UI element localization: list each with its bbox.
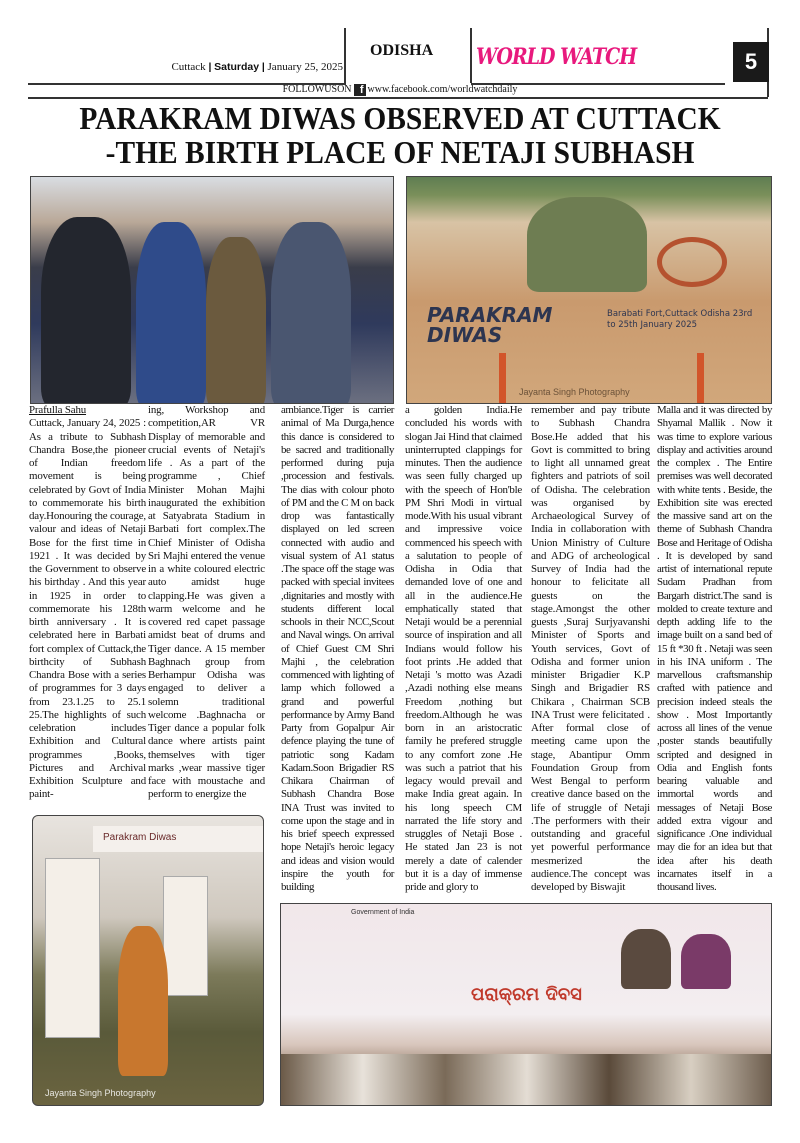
sand-art-title: PARAKRAM DIWAS: [427, 303, 553, 347]
tiger-dancer: [118, 926, 168, 1076]
byline: Prafulla Sahu: [29, 404, 87, 416]
headline-line-1: PARAKRAM DIWAS OBSERVED AT CUTTACK: [79, 100, 721, 136]
dateline-day: Saturday: [214, 61, 260, 73]
sand-portrait: [527, 197, 647, 292]
screen-title: ପରାକ୍ରମ ଦିବସ: [471, 984, 582, 1005]
facebook-link[interactable]: www.facebook.com/worldwatchdaily: [367, 84, 518, 95]
photo-credit: Jayanta Singh Photography: [519, 387, 630, 397]
article-column-2: ing, Workshop and competition,AR VR Display of memorable and crucial events of Netaji's life . As a part of the programme , Chief Minister Mohan Majhi inaugurated the exhibition at Satyabrata Stadium in Barbati fort complex.The Chief Minister of Odisha Sri Majhi entered the venue in a white coloured electric auto amidst huge clapping.He was given a warm welcome and he covered red capet passage amidst beat of drums and Tiger dance. A 15 member Baghnach group from Berhampur Odisha was engaged to deliver a solemn traditional welcome .Baghnacha or Tiger dance a popular folk dance where artists paint themselves with tiger marks ,wear massive tiger face with moustache and perform to energize the: [148, 404, 265, 801]
article-column-6: Malla and it was directed by Shyamal Mallik . Now it was time to explore various display and activities around the complex . The Entire premises was well decorated with white tents . Beside, the Exhibition site was erected the massive sand art on the theme of Subhash Chandra Bose and Heritage of Odisha . It is developed by sand artist of international repute Sudam Pradhan from Bargarh district.The sand is molded to create texture and depth adding life to the image built on a sand bed of 15 ft *30 ft . Netaji was seen in his INA uniform . The marvellous craftsmanship crafted with patience and precision indeed steals the show . Most Importantly across all lines of the venue ,poster stands beautifully scripted and designed in Odia and English fonts bearing valuable and immortal words and messages of Netaji Bose added extra vigour and significance .One individual may die for an idea but that idea after his death incarnates itself in a thousand lives.: [657, 404, 773, 893]
headline-line-2: -THE BIRTH PLACE OF NETAJI SUBHASH: [105, 134, 695, 170]
section-name: ODISHA: [370, 42, 434, 59]
barrier-post: [499, 353, 506, 404]
dateline-date: January 25, 2025: [267, 61, 343, 73]
barrier-post: [697, 353, 704, 404]
photo-stage: [280, 903, 772, 1106]
headline: [0, 101, 800, 169]
person-figure: [41, 217, 131, 404]
screen-portrait: [681, 934, 731, 989]
photo-credit: Jayanta Singh Photography: [45, 1088, 156, 1098]
article-column-4: a golden India.He concluded his words with slogan Jai Hind that claimed uninterrupted clappings for minutes. Then the audience was seen fully charged up with the speech of Hon'ble PM Shri Modi in virtual mode.With his usual vibrant and impressive voice commenced his speech with a salutation to people of Odisha in Odia that demanded love of one and all in the audience.He emphatically stated that Netaji would be a perennial source of inspiration and all Indians would follow his foot prints .He added that Netaji 's motto was Azadi ,Azadi nothing else means Freedom ,nothing but freedom.Although he was born in an aristocratic family he prefered struggle to any comfort zone .He was such a patriot that his legacy would prevail and make India great again. In his long speech CM narrated the life story and struggles of Netaji Bose . He stated Jan 23 is not merely a date of calender but it is a day of immense pride and glory to: [405, 404, 523, 893]
poster-stand: [163, 876, 208, 996]
poster-stand: [45, 858, 100, 1038]
masthead-divider: [470, 28, 472, 83]
dateline: Cuttack | Saturday | January 25, 2025: [171, 61, 343, 73]
article-column-text: Cuttack, January 24, 2025 : As a tribute to Subhash Chandra Bose,the pioneer of Indian freedom movement is being celebrated by Govt of India to commemorate his birth day.Honouring the courage, valour and ideas of Netaji Bose for the first time in 1921 . It was decided by the Government to observe his birthday . And this year in 1925 in order to commemorate his 128th birth anniversary . It is celebrated here in Barbati fort complex of Cuttack,the birthcity of Subhash Chandra Bose with a series of programmes for 3 days from 23.1.25 to 25.1 25.The highlights of such celebration includes Exhibition and Cultural programmes ,Books, Pictures and Archival Exhibition Sculpture and paint-: [29, 417, 146, 801]
article-column-5: remember and pay tribute to Subhash Chandra Bose.He added that his Govt is committed to bring to light all unnamed great fighters and patriots of soil of Odisha. The celebration was organised by Archaeological Survey of India in collaboration with Union Ministry of Culture and ADG of archeological Survey of India had the honour to felicitate all guests on the stage.Amongst the other guests ,Suraj Surjyavanshi Minister of Sports and Youth services, Govt of Odisha and former union minister Brigadier K.P Singh and Brigadier RS Chikara , Chairman SCB INA Trust were felicitated . After formal close of meeting came upon the stage, Abantipur Omm Foundation Group from West Bengal to perform creative dance based on the life of struggle of Netaji .The performers with their outstanding and graceful yet powerful performance mesmerized the audience.The concept was developed by Biswajit: [531, 404, 650, 893]
dateline-city: Cuttack: [171, 61, 206, 73]
newspaper-logo: WORLD WATCH: [476, 43, 637, 71]
article-column-1: [29, 404, 146, 802]
masthead-divider: [344, 28, 346, 85]
photo-felicitation: [30, 176, 394, 404]
exhibition-banner: Parakram Diwas: [93, 826, 263, 852]
article-column-3: ambiance.Tiger is carrier animal of Ma Durga,hence this dance is considered to be sacred and traditionally performed during puja ,procession and festivals. The dias with colour photo of PM and the C M on back drop was fantastically displayed on led screen connected with audio and visual system of A1 status .The space off the stage was packed with special invitees ,dignitaries and mostly with students different local schools in their NCC,Scout and Naval wings. On arrival of Chief Guest CM Shri Majhi , the celebration commenced with lighting of lamp which followed a grand and powerful performance by Army Band Party from Gopalpur Air defence playing the tune of patriotic song Kadam Kadam.Soon Brigadier RS Chikara Chairman of Subhash Chandra Bose INA Trust was invited to come upon the stage and in his brief speech expressed hope Netaji's heroic legacy and ideas and vision would inspire the youth for building: [281, 404, 394, 893]
person-figure: [271, 222, 351, 404]
screen-label: Government of India: [351, 909, 415, 916]
masthead-rule: [28, 97, 768, 99]
facebook-icon: f: [354, 84, 366, 96]
person-figure: [136, 222, 206, 404]
photo-tiger-dance: [32, 815, 264, 1106]
sand-art-subtitle: Barabati Fort,Cuttack Odisha 23rd to 25th January 2025: [607, 309, 753, 330]
follow-label: FOLLOWUSON: [282, 84, 352, 95]
stage-guests: [281, 1054, 772, 1106]
photo-sand-art: [406, 176, 772, 404]
social-follow: [0, 83, 800, 96]
screen-portrait: [621, 929, 671, 989]
person-figure: [206, 237, 266, 404]
page-number: 5: [733, 42, 769, 82]
sand-wheel: [657, 237, 727, 287]
